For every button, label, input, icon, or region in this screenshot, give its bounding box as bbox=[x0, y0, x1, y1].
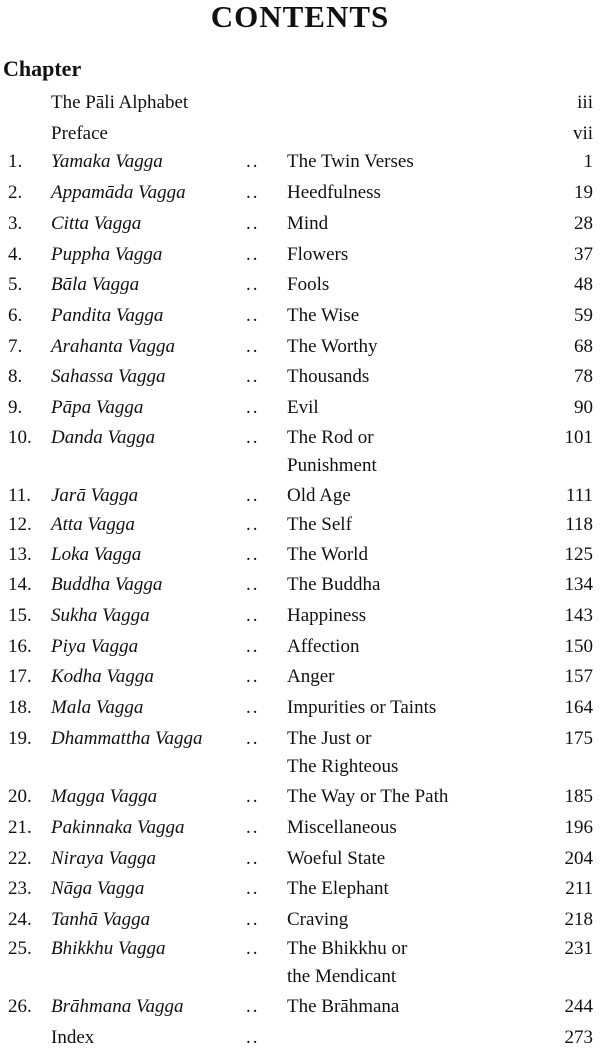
pali-title: Pāpa Vagga bbox=[51, 397, 144, 418]
toc-page-number: 118 bbox=[565, 514, 593, 535]
pali-title: Tanhā Vagga bbox=[51, 909, 151, 930]
english-title: The Twin Verses bbox=[287, 151, 414, 172]
pali-title: Danda Vagga bbox=[51, 427, 155, 448]
pali-title: Sahassa Vagga bbox=[51, 366, 166, 387]
toc-page-number: vii bbox=[572, 123, 593, 144]
chapter-column-heading: Chapter bbox=[3, 56, 82, 81]
chapter-number: 6. bbox=[8, 305, 23, 326]
toc-page-number: 231 bbox=[564, 938, 593, 959]
toc-page-number: 196 bbox=[564, 817, 593, 838]
english-title: The Brāhmana bbox=[287, 996, 400, 1017]
leader-dots: .. bbox=[246, 514, 260, 535]
toc-page-number: 150 bbox=[564, 636, 593, 657]
leader-dots: .. bbox=[246, 878, 260, 899]
leader-dots: .. bbox=[246, 305, 260, 326]
chapter-number: 14. bbox=[8, 574, 32, 595]
pali-title: Buddha Vagga bbox=[51, 574, 163, 595]
english-title-continued: the Mendicant bbox=[287, 966, 397, 987]
toc-entry-title: Preface bbox=[51, 123, 108, 144]
leader-dots: .. bbox=[246, 485, 260, 506]
chapter-number: 2. bbox=[8, 182, 23, 203]
english-title: Woeful State bbox=[287, 848, 386, 869]
toc-page-number: 218 bbox=[564, 909, 593, 930]
toc-page-number: 244 bbox=[564, 996, 593, 1017]
chapter-number: 5. bbox=[8, 274, 23, 295]
pali-title: Mala Vagga bbox=[51, 697, 144, 718]
chapter-number: 10. bbox=[8, 427, 32, 448]
chapter-number: 17. bbox=[8, 666, 32, 687]
english-title: The Rod or bbox=[287, 427, 374, 448]
chapter-number: 7. bbox=[8, 336, 23, 357]
pali-title: Arahanta Vagga bbox=[51, 336, 176, 357]
pali-title: Pandita Vagga bbox=[51, 305, 164, 326]
toc-page-number: 204 bbox=[564, 848, 593, 869]
pali-title: Citta Vagga bbox=[51, 213, 142, 234]
pali-title: Atta Vagga bbox=[51, 514, 135, 535]
english-title: Anger bbox=[287, 666, 335, 687]
chapter-number: 25. bbox=[8, 938, 32, 959]
chapter-number: 18. bbox=[8, 697, 32, 718]
chapter-number: 22. bbox=[8, 848, 32, 869]
chapter-number: 24. bbox=[8, 909, 32, 930]
toc-entry-title: The Pāli Alphabet bbox=[51, 92, 189, 113]
pali-title: Appamāda Vagga bbox=[51, 182, 186, 203]
english-title: Fools bbox=[287, 274, 330, 295]
pali-title: Kodha Vagga bbox=[51, 666, 154, 687]
leader-dots: .. bbox=[246, 636, 260, 657]
toc-page-number: 164 bbox=[564, 697, 593, 718]
pali-title: Niraya Vagga bbox=[51, 848, 157, 869]
english-title: Miscellaneous bbox=[287, 817, 397, 838]
leader-dots: .. bbox=[246, 397, 260, 418]
english-title: Impurities or Taints bbox=[287, 697, 437, 718]
english-title: The World bbox=[287, 544, 368, 565]
english-title: The Elephant bbox=[287, 878, 389, 899]
pali-title: Dhammattha Vagga bbox=[51, 728, 203, 749]
chapter-number: 26. bbox=[8, 996, 32, 1017]
english-title: The Wise bbox=[287, 305, 360, 326]
chapter-number: 13. bbox=[8, 544, 32, 565]
pali-title: Sukha Vagga bbox=[51, 605, 150, 626]
toc-page-number: 59 bbox=[574, 305, 593, 326]
leader-dots: .. bbox=[246, 544, 260, 565]
chapter-number: 23. bbox=[8, 878, 32, 899]
english-title: Happiness bbox=[287, 605, 367, 626]
chapter-number: 20. bbox=[8, 786, 32, 807]
english-title-continued: Punishment bbox=[287, 455, 377, 476]
english-title: The Way or The Path bbox=[287, 786, 449, 807]
toc-page-number: 273 bbox=[564, 1027, 593, 1048]
leader-dots: .. bbox=[246, 817, 260, 838]
leader-dots: .. bbox=[246, 182, 260, 203]
leader-dots: .. bbox=[246, 996, 260, 1017]
leader-dots: .. bbox=[246, 213, 260, 234]
toc-page-number: 28 bbox=[574, 213, 593, 234]
toc-page-number: 157 bbox=[564, 666, 593, 687]
english-title: Evil bbox=[287, 397, 319, 418]
toc-page-number: 90 bbox=[574, 397, 593, 418]
toc-page-number: 175 bbox=[564, 728, 593, 749]
pali-title: Loka Vagga bbox=[51, 544, 142, 565]
english-title: Craving bbox=[287, 909, 349, 930]
toc-page-number: 143 bbox=[564, 605, 593, 626]
leader-dots: .. bbox=[246, 244, 260, 265]
leader-dots: .. bbox=[246, 574, 260, 595]
leader-dots: .. bbox=[246, 274, 260, 295]
toc-page-number: 101 bbox=[564, 427, 593, 448]
toc-page-number: 68 bbox=[574, 336, 593, 357]
leader-dots: .. bbox=[246, 938, 260, 959]
leader-dots: .. bbox=[246, 786, 260, 807]
pali-title: Puppha Vagga bbox=[51, 244, 163, 265]
leader-dots: .. bbox=[246, 366, 260, 387]
toc-page-number: 37 bbox=[574, 244, 593, 265]
leader-dots: .. bbox=[246, 336, 260, 357]
chapter-number: 1. bbox=[8, 151, 23, 172]
toc-page-number: 78 bbox=[574, 366, 593, 387]
english-title: Flowers bbox=[287, 244, 349, 265]
toc-page-number: 125 bbox=[564, 544, 593, 565]
leader-dots: .. bbox=[246, 728, 260, 749]
chapter-number: 19. bbox=[8, 728, 32, 749]
english-title: The Buddha bbox=[287, 574, 381, 595]
leader-dots: .. bbox=[246, 697, 260, 718]
leader-dots: .. bbox=[246, 427, 260, 448]
toc-page-number: 111 bbox=[565, 485, 593, 506]
chapter-number: 9. bbox=[8, 397, 23, 418]
english-title: Old Age bbox=[287, 485, 351, 506]
toc-page-number: 19 bbox=[574, 182, 593, 203]
chapter-number: 15. bbox=[8, 605, 32, 626]
english-title: Thousands bbox=[287, 366, 370, 387]
toc-page-number: 48 bbox=[574, 274, 593, 295]
leader-dots: .. bbox=[246, 1027, 260, 1048]
leader-dots: .. bbox=[246, 605, 260, 626]
chapter-number: 21. bbox=[8, 817, 32, 838]
toc-page-number: 185 bbox=[564, 786, 593, 807]
pali-title: Yamaka Vagga bbox=[51, 151, 163, 172]
chapter-number: 4. bbox=[8, 244, 23, 265]
pali-title: Brāhmana Vagga bbox=[51, 996, 184, 1017]
pali-title: Piya Vagga bbox=[51, 636, 139, 657]
chapter-number: 12. bbox=[8, 514, 32, 535]
english-title: Mind bbox=[287, 213, 329, 234]
toc-page-number: 1 bbox=[583, 151, 593, 172]
english-title: The Self bbox=[287, 514, 352, 535]
page-title: CONTENTS bbox=[210, 0, 390, 34]
pali-title: Magga Vagga bbox=[51, 786, 158, 807]
chapter-number: 16. bbox=[8, 636, 32, 657]
pali-title: Nāga Vagga bbox=[51, 878, 145, 899]
leader-dots: .. bbox=[246, 909, 260, 930]
pali-title: Pakinnaka Vagga bbox=[51, 817, 185, 838]
chapter-number: 3. bbox=[8, 213, 23, 234]
toc-entry-title: Index bbox=[51, 1027, 95, 1048]
pali-title: Jarā Vagga bbox=[51, 485, 139, 506]
pali-title: Bāla Vagga bbox=[51, 274, 140, 295]
english-title: The Worthy bbox=[287, 336, 378, 357]
chapter-number: 8. bbox=[8, 366, 23, 387]
english-title: The Bhikkhu or bbox=[287, 938, 408, 959]
toc-page-number: iii bbox=[577, 92, 593, 113]
toc-page-number: 211 bbox=[565, 878, 593, 899]
leader-dots: .. bbox=[246, 848, 260, 869]
english-title-continued: The Righteous bbox=[287, 756, 399, 777]
english-title: Heedfulness bbox=[287, 182, 381, 203]
english-title: The Just or bbox=[287, 728, 372, 749]
leader-dots: .. bbox=[246, 151, 260, 172]
toc-page-number: 134 bbox=[564, 574, 593, 595]
chapter-number: 11. bbox=[8, 485, 32, 506]
pali-title: Bhikkhu Vagga bbox=[51, 938, 166, 959]
leader-dots: .. bbox=[246, 666, 260, 687]
english-title: Affection bbox=[287, 636, 360, 657]
